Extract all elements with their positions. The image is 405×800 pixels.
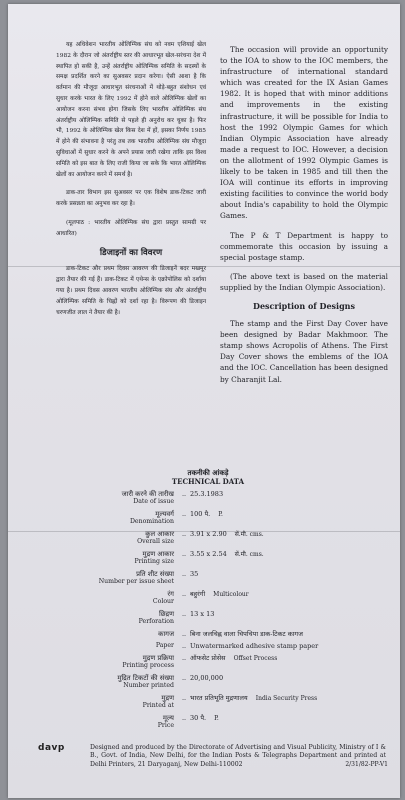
technical-title-english: TECHNICAL DATA [171,476,245,486]
value-text: Unwatermarked adhesive stamp paper [190,642,319,650]
separator-dots: .. [181,510,187,518]
technical-label [38,642,178,650]
value-text: 13 x 13 [190,610,215,618]
value-unit: P. [218,511,223,518]
separator-dots: .. [181,654,187,662]
technical-value [190,642,378,650]
technical-value [190,714,378,723]
footer-code: 2/31/82-PP-V1 [345,761,388,768]
separator-dots: .. [181,590,187,598]
technical-label [38,714,178,730]
technical-label [38,654,178,670]
technical-data-row [38,530,378,546]
label-hindi: जारी करने की तारीख [121,490,174,498]
technical-data-row [38,642,378,650]
technical-value [190,610,378,618]
technical-label [38,570,178,586]
value-text: ऑफसेट प्रोसेस [190,654,226,662]
hindi-design-text: डाक-टिकट और प्रथम दिवस आवरण की डिजाइनें बदर मखमूर द्वारा तैयार की गई हैं। डाक-टिकट में एथेन्स के एक्रोपोलिस को दर्शाया गया है। प्रथम दिवस आवरण भारतीय ओलिम्पिक संघ और अंतर्राष्ट्रीय ओलिम्पिक समिति के चिह्नों को दर्शा रहा है। विरूपण की डिजाइन चरणजीत लाल ने तैयार की है। [56,266,206,316]
hindi-column [56,40,206,326]
technical-label [38,510,178,526]
label-english: Printed at [142,702,174,709]
value-text: 30 पै. [190,714,207,722]
information-sheet [8,4,400,798]
technical-label [38,610,178,626]
label-english: Colour [152,598,174,605]
value-unit: India Security Press [255,695,318,702]
label-english: Paper [155,642,174,649]
separator-dots: .. [181,714,187,722]
english-column [220,44,388,393]
technical-value [190,654,378,663]
technical-label [38,550,178,566]
technical-data-section [38,469,378,734]
technical-data-row [38,714,378,730]
technical-value [190,570,378,578]
label-hindi: मूल्य [162,714,174,722]
label-english: Number per issue sheet [98,578,174,585]
label-english: Number printed [123,682,174,689]
technical-value [190,630,378,638]
label-hindi: मुद्रण प्रक्रिया [142,654,174,662]
technical-value [190,674,378,682]
value-unit: Offset Process [233,655,278,662]
label-hindi: छिद्रण [158,610,174,618]
technical-data-row [38,590,378,606]
english-design-heading: Description of Designs [253,300,355,311]
value-unit: Multicolour [213,591,249,598]
technical-data-row [38,510,378,526]
value-unit: सें.मी. cms. [234,531,264,538]
separator-dots: .. [181,642,187,650]
value-text: 100 पै. [190,510,211,518]
technical-value [190,590,378,599]
separator-dots: .. [181,550,187,558]
technical-label [38,674,178,690]
technical-label [38,530,178,546]
technical-label [38,630,178,638]
value-text: 35 [190,570,199,578]
separator-dots: .. [181,490,187,498]
value-text: 3.91 x 2.90 [190,530,227,538]
technical-data-row [38,674,378,690]
value-text: 3.55 x 2.54 [190,550,227,558]
english-design-text: The stamp and the First Day Cover have been designed by Badar Makhmoor. The stamp shows Acropolis of Athens. The First Day Cover shows the emblems of the IOA and the IOC. Cancellation has been designed by Charanjit Lal. [220,319,388,384]
separator-dots: .. [181,610,187,618]
label-hindi: प्रति शीट संख्या [136,570,174,578]
value-text: भारत प्रतिभूति मुद्रणालय [190,694,248,702]
technical-data-row [38,490,378,506]
label-hindi: मुद्रण [161,694,174,702]
english-paragraph: The P & T Department is happy to commemorate this occasion by issuing a special postage stamp. [220,230,388,262]
footer-credits: Designed and produced by the Directorate of Advertising and Visual Publicity, Ministry of I & B., Govt. of India, New Delhi, for the Indian Posts & Telegraphs Department and printed at Delhi Printers, 21 Daryaganj, New Delhi-110002 [90,744,386,768]
separator-dots: .. [181,570,187,578]
technical-data-title [38,469,378,486]
technical-title-hindi: तकनीकी आंकड़े [187,468,229,477]
separator-dots: .. [181,530,187,538]
value-unit: P. [214,715,219,722]
value-text: 20,00,000 [190,674,224,682]
technical-data-row [38,570,378,586]
separator-dots: .. [181,674,187,682]
label-hindi: मुद्रण आकार [142,550,174,558]
technical-data-row [38,610,378,626]
technical-label [38,694,178,710]
technical-value [190,510,378,519]
label-hindi: मूल्यवर्ग [155,510,174,518]
label-english: Date of issue [133,498,174,505]
label-english: Denomination [129,518,174,525]
technical-value [190,490,378,498]
hindi-paragraph: यह अधिवेशन भारतीय ओलिम्पिक संघ को नवम एशियाई खेल 1982 के दौरान जो अंतर्राष्ट्रीय स्तर की आधारभूत खेल-सरंचना देश में स्थापित हो सकी है, उन्हें अंतर्राष्ट्रीय ओलिम्पिक समिति के सदस्यों के समक्ष प्रदर्शित करने का सुअवसर प्रदान करेगा। ऐसी आशा है कि वर्तमान की मौजूदा आधारभूत संरचनाओं में थोड़े-बहुत संशोधन एवं सुधार करके भारत के लिए 1992 में होने वाले ओलिम्पिक खेलों का आयोजन करना संभव होगा जिसके लिए भारतीय ओलिम्पिक संघ अंतर्राष्ट्रीय ओलिम्पिक समिति से पहले ही अनुरोध कर चुका है। फिर भी, 1992 के ओलिम्पिक खेल किस देश में हों, इसका निर्णय 1985 में होने की संभावना है परंतु तब तक भारतीय ओलिम्पिक संघ मौजूदा सुविधाओं में सुधार करने के अपने प्रयास जारी रखेगा ताकि इस विश्व समिति को इस बात के लिए राजी किया जा सके कि भारत ओलिम्पिक खेलों का आयोजन करने में समर्थ है। [56,42,206,178]
label-hindi: मुद्रित टिकटों की संख्या [117,674,174,682]
technical-data-row [38,654,378,670]
label-english: Printing process [122,662,174,669]
label-english: Perforation [138,618,174,625]
technical-label [38,490,178,506]
label-hindi: कागज [158,630,174,638]
label-english: Overall size [137,538,174,545]
english-paragraph: The occasion will provide an opportunity to the IOA to show to the IOC members, the infrastructure of international standard which was created for the IX Asian Games 1982. It is hoped that with minor additions and improvements in the existing infrastructure, it will be possible for India to host the 1992 Olympic Games for which Indian Olympic Association have already made a request to IOC. However, a decision on the allotment of 1992 Olympic Games is likely to be taken in 1985 and till then the IOA will continue its efforts in improving existing facilities to convince the world body about India's capability to hold the Olympic Games. [220,45,388,221]
davp-logo: davp [38,743,65,753]
english-source-note: (The above text is based on the material supplied by the Indian Olympic Association). [220,271,388,292]
value-unit: सें.मी. cms. [234,551,264,558]
technical-data-row [38,630,378,638]
separator-dots: .. [181,694,187,702]
value-text: 25.3.1983 [190,490,224,498]
value-text: बहुरंगी [190,590,206,598]
technical-data-row [38,694,378,710]
hindi-paragraph: डाक-तार विभाग इस सुअवसर पर एक विशेष डाक-टिकट जारी करके प्रसन्नता का अनुभव कर रहा है। [56,190,206,208]
label-english: Printing size [134,558,174,565]
technical-value [190,550,378,559]
label-hindi: रंग [167,590,174,598]
label-english: Price [157,722,174,729]
label-hindi: कुल आकार [145,530,174,538]
hindi-design-heading: डिजाइनों का विवरण [99,247,163,258]
value-text: बिना जलचिह्न वाला चिपचिपा डाक-टिकट कागज [190,630,303,638]
technical-value [190,530,378,539]
technical-data-row [38,550,378,566]
technical-data-rows [38,490,378,730]
technical-value [190,694,378,703]
technical-label [38,590,178,606]
hindi-source-note: (मूलपाठ : भारतीय ओलिम्पिक संघ द्वारा प्रस्तुत सामग्री पर आधारित) [56,219,206,237]
separator-dots: .. [181,630,187,638]
